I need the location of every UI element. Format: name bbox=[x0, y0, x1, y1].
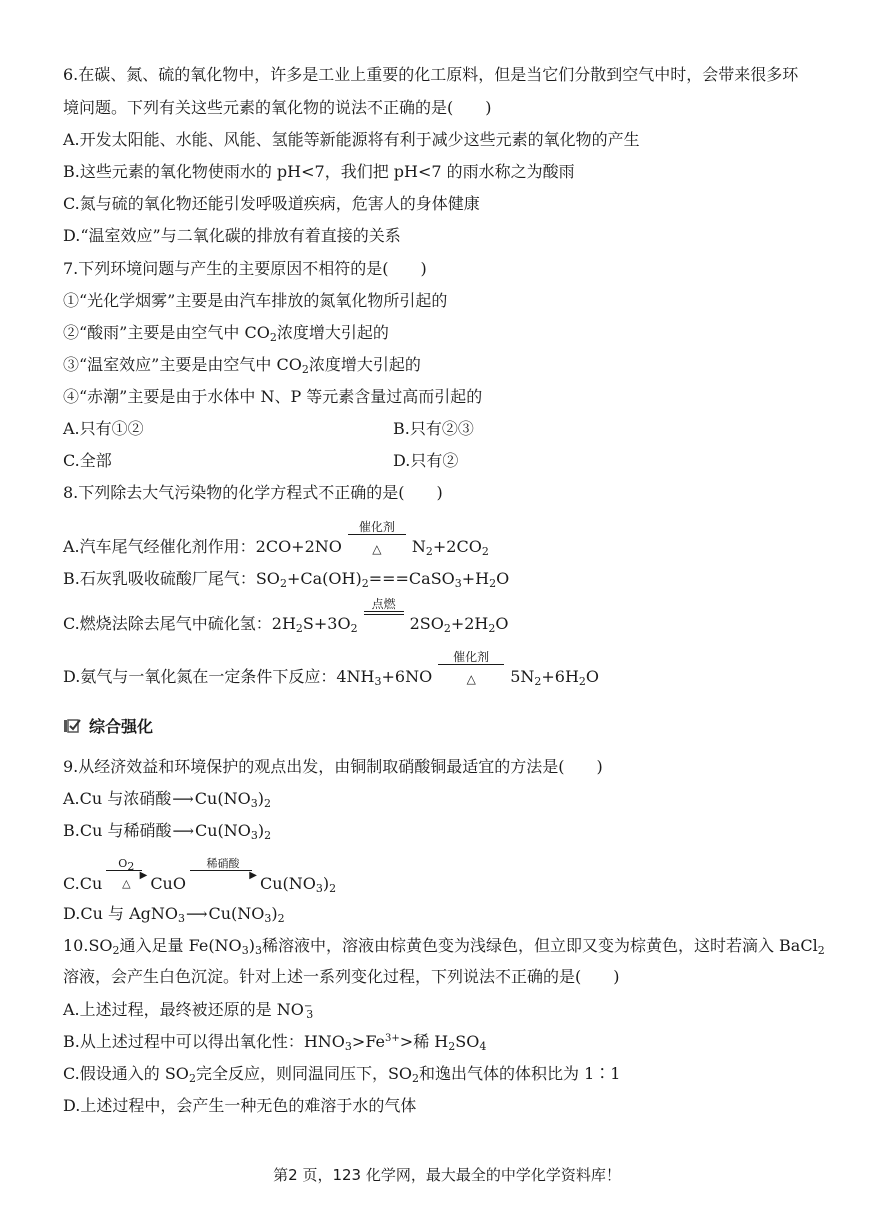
section-header bbox=[63, 714, 153, 737]
q9-option-c: C.Cu $O_2$ ▶ △ CuO 稀硝酸 ▶ $Cu(NO_3)_2$ bbox=[63, 857, 337, 895]
q8-stem: 8.下列除去大气污染物的化学方程式不正确的是( ) bbox=[63, 483, 443, 502]
q10-option-c: C.假设通入的 $SO_2$完全反应，则同温同压下，$SO_2$和逸出气体的体积比为 1∶1 bbox=[63, 1064, 621, 1085]
q10-option-d: D.上述过程中，会产生一种无色的难溶于水的气体 bbox=[63, 1096, 417, 1115]
q7-options-row1 bbox=[63, 418, 474, 440]
q7-statement-2: ②“酸雨”主要是由空气中 $CO_2$浓度增大引起的 bbox=[63, 323, 389, 344]
q6-stem-line2: 境问题。下列有关这些元素的氧化物的说法不正确的是( ) bbox=[63, 98, 492, 117]
q8-option-c: C.燃烧法除去尾气中硫化氢：$2H_2S+3O_2$ 点燃 $2SO_2+2H_2O$ bbox=[63, 597, 509, 635]
q7-option-c: C.全部 bbox=[63, 451, 112, 470]
q7-option-a: A.只有①② bbox=[63, 419, 144, 438]
q8-option-d: D.氨气与一氧化氮在一定条件下反应：$4NH_3+6NO$ 催化剂 △ $5N_2+6H_2O$ bbox=[63, 650, 600, 688]
q8-option-b: B.石灰乳吸收硫酸厂尾气：$SO_2+Ca(OH)_2===CaSO_3+H_2O$ bbox=[63, 569, 510, 590]
q7-statement-4: ④“赤潮”主要是由于水体中 N、P 等元素含量过高而引起的 bbox=[63, 387, 483, 406]
q10-option-a: A.上述过程，最终被还原的是 $NO^-_3$ bbox=[63, 1000, 314, 1021]
q6-option-d: D.“温室效应”与二氧化碳的排放有着直接的关系 bbox=[63, 226, 401, 245]
q9-option-d: D.Cu 与 $AgNO_3⟶Cu(NO_3)_2$ bbox=[63, 904, 285, 925]
q9-option-b: B.Cu 与稀硝酸$⟶Cu(NO_3)_2$ bbox=[63, 821, 272, 842]
page-footer: 第2 页，123 化学网，最大最全的中学化学资料库！ bbox=[273, 1166, 621, 1184]
q6-option-c: C.氮与硫的氧化物还能引发呼吸道疾病，危害人的身体健康 bbox=[63, 194, 480, 213]
checklist-icon bbox=[63, 718, 81, 734]
q10-option-b: B.从上述过程中可以得出氧化性：$HNO_3>Fe^{3+}>$稀 $H_2SO_4$ bbox=[63, 1032, 487, 1053]
q6-option-b: B.这些元素的氧化物使雨水的 pH<7，我们把 pH<7 的雨水称之为酸雨 bbox=[63, 162, 575, 181]
q7-stem: 7.下列环境问题与产生的主要原因不相符的是( ) bbox=[63, 259, 427, 278]
q6-option-a: A.开发太阳能、水能、风能、氢能等新能源将有利于减少这些元素的氧化物的产生 bbox=[63, 130, 640, 149]
q7-options-row2 bbox=[63, 450, 459, 472]
q8-option-a: A.汽车尾气经催化剂作用：2CO+2NO 催化剂 △ $N_2+2CO_2$ bbox=[63, 520, 489, 558]
q6-stem-line1: 6.在碳、氮、硫的氧化物中，许多是工业上重要的化工原料，但是当它们分散到空气中时，会带来很多环 bbox=[63, 65, 799, 84]
q9-option-a: A.Cu 与浓硝酸$⟶Cu(NO_3)_2$ bbox=[63, 789, 271, 810]
q9-stem: 9.从经济效益和环境保护的观点出发，由铜制取硝酸铜最适宜的方法是( ) bbox=[63, 757, 603, 776]
section-title: 综合强化 bbox=[89, 717, 154, 736]
q10-stem-line1: $10.SO_2$通入足量 $Fe(NO_3)_3$稀溶液中，溶液由棕黄色变为浅绿色，但立即又变为棕黄色，这时若滴入 BaCl$_2$ bbox=[63, 936, 825, 957]
q10-stem-line2: 溶液，会产生白色沉淀。针对上述一系列变化过程，下列说法不正确的是( ) bbox=[63, 967, 620, 986]
q7-statement-3: ③“温室效应”主要是由空气中 $CO_2$浓度增大引起的 bbox=[63, 355, 421, 376]
q7-statement-1: ①“光化学烟雾”主要是由汽车排放的氮氧化物所引起的 bbox=[63, 291, 448, 310]
q7-option-b: B.只有②③ bbox=[393, 419, 474, 438]
q7-option-d: D.只有② bbox=[393, 451, 459, 470]
